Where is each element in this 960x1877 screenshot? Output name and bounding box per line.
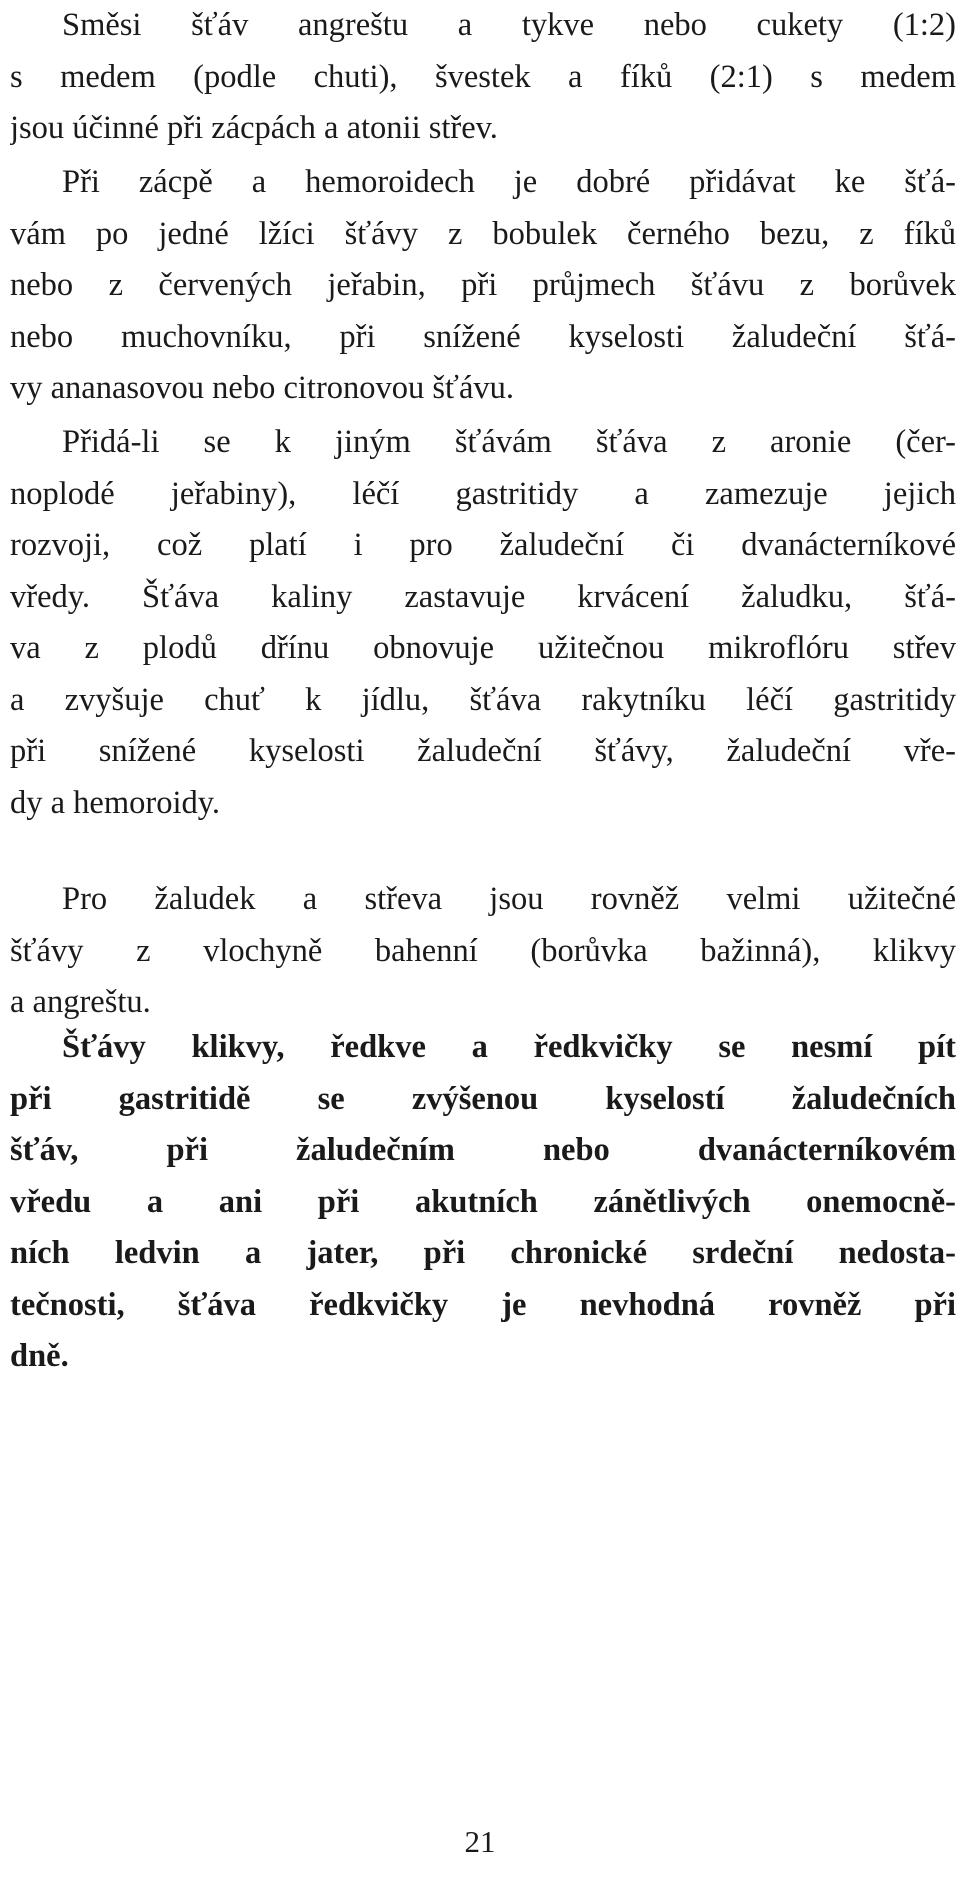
text-line: vám po jedné lžíci šťávy z bobulek černého bezu, z fíků: [10, 215, 956, 252]
text-line: vředu a ani při akutních zánětlivých onemocně-: [10, 1183, 956, 1220]
page-number: 21: [464, 1824, 496, 1859]
paragraph-aronia: [10, 417, 956, 829]
text-line: a zvyšuje chuť k jídlu, šťáva rakytníku léčí gastritidy: [10, 681, 956, 718]
text-line: noplodé jeřabiny), léčí gastritidy a zamezuje jejich: [10, 475, 956, 512]
text-line: rozvoji, což platí i pro žaludeční či dvanácterníkové: [10, 527, 956, 563]
text-line: šťáv, při žaludečním nebo dvanácterníkovém: [10, 1132, 956, 1168]
text-line: Při zácpě a hemoroidech je dobré přidávat ke šťá-: [62, 164, 956, 200]
text-line: při snížené kyselosti žaludeční šťávy, žaludeční vře-: [10, 733, 956, 769]
text-line: Šťávy klikvy, ředkve a ředkvičky se nesmí pít: [62, 1029, 956, 1065]
text-line: jsou účinné při zácpách a atonii střev.: [10, 110, 498, 146]
text-line: Přidá-li se k jiným šťávám šťáva z aronie (čer-: [62, 424, 956, 460]
text-line: nebo muchovníku, při snížené kyselosti žaludeční šťá-: [10, 318, 956, 355]
text-line: dy a hemoroidy.: [10, 784, 220, 821]
text-line: nebo z červených jeřabin, při průjmech šťávu z borůvek: [10, 267, 956, 303]
text-line: šťávy z vlochyně bahenní (borůvka bažinná), klikvy: [10, 932, 956, 969]
text-line: při gastritidě se zvýšenou kyselostí žaludečních: [10, 1080, 956, 1117]
text-line: Pro žaludek a střeva jsou rovněž velmi užitečné: [62, 881, 956, 917]
text-line: ních ledvin a jater, při chronické srdeční nedosta-: [10, 1235, 956, 1271]
paragraph-warning: [10, 1022, 956, 1383]
text-line: dně.: [10, 1338, 69, 1374]
paragraph-juice-mixtures: [10, 0, 956, 155]
text-line: Směsi šťáv angreštu a tykve nebo cukety (1:2): [62, 7, 956, 43]
text-line: vředy. Šťáva kaliny zastavuje krvácení žaludku, šťá-: [10, 578, 956, 615]
text-line: s medem (podle chuti), švestek a fíků (2:1) s medem: [10, 58, 956, 95]
text-line: tečnosti, šťáva ředkvičky je nevhodná rovněž při: [10, 1286, 956, 1323]
text-line: a angreštu.: [10, 984, 151, 1020]
text-line: va z plodů dřínu obnovuje užitečnou mikroflóru střev: [10, 630, 956, 666]
text-line: vy ananasovou nebo citronovou šťávu.: [10, 370, 514, 406]
paragraph-stomach-intestines: [10, 874, 956, 1029]
paragraph-constipation: [10, 157, 956, 415]
